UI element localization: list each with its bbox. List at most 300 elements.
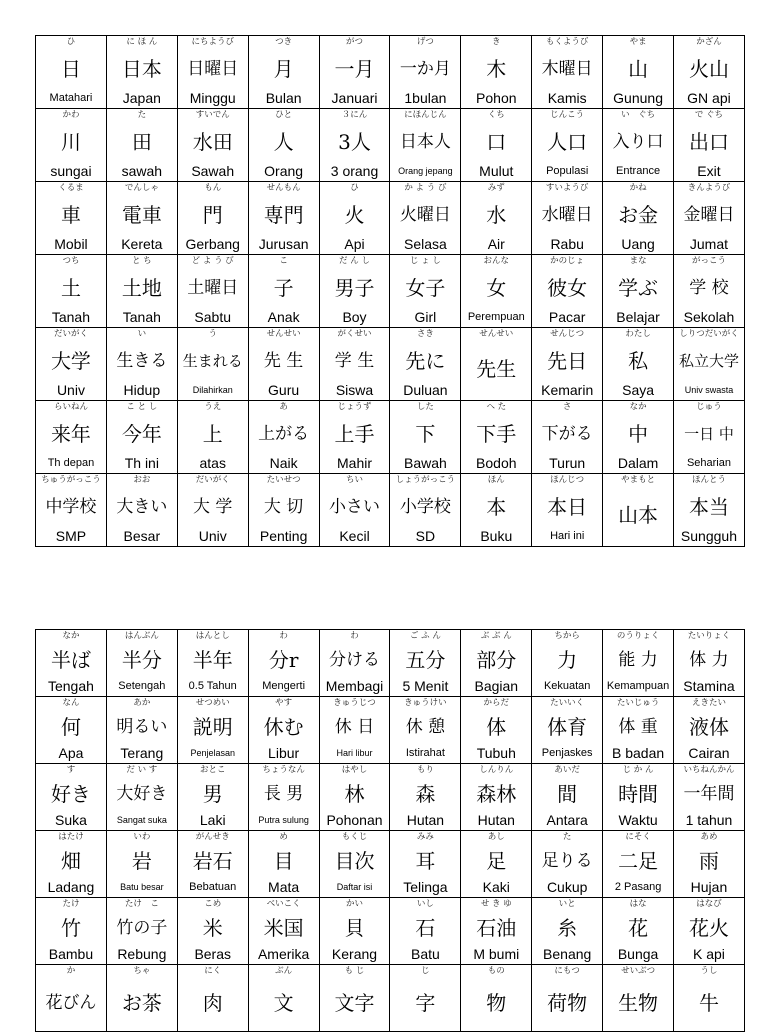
- vocab-cell: [461, 831, 532, 898]
- vocab-cell: [36, 764, 107, 831]
- furigana: おお: [133, 475, 151, 485]
- meaning: GN api: [687, 90, 731, 106]
- vocab-cell: [36, 630, 107, 697]
- vocab-cell: [390, 401, 461, 474]
- meaning: Hujan: [690, 879, 728, 895]
- vocab-cell: [532, 898, 603, 965]
- vocab-cell: [319, 474, 390, 547]
- table-row: [36, 898, 745, 965]
- meaning: Kemarin: [541, 382, 594, 398]
- furigana: おとこ: [199, 765, 226, 775]
- kanji-word: 子: [273, 275, 294, 300]
- kanji-word: 火曜日: [399, 204, 451, 225]
- furigana: がくせい: [337, 329, 372, 339]
- vocab-cell: [319, 630, 390, 697]
- meaning: Mata: [268, 879, 300, 895]
- meaning: Ladang: [47, 879, 95, 895]
- furigana: だ ん し: [339, 256, 370, 266]
- vocab-cell: [603, 109, 674, 182]
- meaning: Sungguh: [680, 528, 737, 544]
- kanji-word: 間: [557, 781, 578, 806]
- meaning: Bawah: [403, 455, 447, 471]
- vocab-cell: [674, 898, 745, 965]
- vocab-cell: [36, 965, 107, 1032]
- kanji-word: 花火: [688, 915, 729, 940]
- vocab-cell: [248, 898, 319, 965]
- kanji-word: 部分: [476, 647, 517, 672]
- vocab-cell: [603, 328, 674, 401]
- meaning: Hidup: [123, 382, 161, 398]
- kanji-word: 下: [415, 421, 436, 446]
- kanji-word: 山: [628, 56, 649, 81]
- furigana: うえ: [204, 402, 222, 412]
- kanji-word: 好き: [50, 781, 91, 806]
- furigana: はなび: [696, 899, 722, 909]
- kanji-word: 下手: [476, 421, 517, 446]
- meaning: Penjelasan: [190, 748, 235, 758]
- meaning: Sangat suka: [116, 815, 167, 825]
- vocab-cell: [177, 109, 248, 182]
- meaning: Laki: [199, 812, 226, 828]
- furigana: にもつ: [554, 966, 580, 976]
- meaning: Cukup: [546, 879, 588, 895]
- furigana: べいこく: [266, 899, 301, 909]
- meaning: Setengah: [118, 680, 166, 692]
- furigana: あ: [279, 402, 288, 412]
- meaning: 1bulan: [404, 90, 447, 106]
- vocab-cell: [319, 255, 390, 328]
- vocab-cell: [461, 898, 532, 965]
- furigana: まな: [629, 256, 647, 266]
- vocab-cell: [248, 255, 319, 328]
- vocab-cell: [36, 898, 107, 965]
- vocab-cell: [177, 328, 248, 401]
- meaning: Matahari: [49, 92, 93, 104]
- furigana: はやし: [341, 765, 368, 775]
- furigana: こ: [279, 256, 288, 266]
- kanji-word: 林: [344, 781, 365, 806]
- kanji-word: 文字: [334, 990, 375, 1015]
- furigana: あか: [133, 698, 151, 708]
- meaning: Univ swasta: [684, 385, 734, 395]
- vocab-cell: [674, 474, 745, 547]
- vocab-cell: [674, 401, 745, 474]
- meaning: Tubuh: [476, 745, 516, 761]
- vocab-cell: [319, 898, 390, 965]
- kanji-word: 長 男: [263, 783, 304, 804]
- meaning: Bebatuan: [189, 881, 237, 893]
- vocab-cell: [390, 630, 461, 697]
- meaning: Orang jepang: [398, 166, 453, 176]
- meaning: Turun: [549, 455, 586, 471]
- kanji-word: 出口: [688, 129, 729, 154]
- vocab-cell: [319, 36, 390, 109]
- furigana: しんりん: [479, 765, 514, 775]
- kanji-word: 土: [60, 275, 81, 300]
- kanji-word: 私立大学: [678, 351, 739, 370]
- furigana: わ: [279, 631, 288, 641]
- meaning: Stamina: [683, 678, 735, 694]
- kanji-word: 木曜日: [541, 58, 593, 79]
- furigana: がっこう: [691, 256, 726, 266]
- furigana: わたし: [625, 329, 651, 339]
- kanji-word: 説明: [192, 714, 233, 739]
- vocab-cell: [461, 630, 532, 697]
- vocab-cell: [106, 401, 177, 474]
- furigana: ほんじつ: [550, 475, 585, 485]
- kanji-word: 上: [202, 421, 223, 446]
- furigana: せいぶつ: [621, 966, 656, 976]
- vocab-cell: [674, 697, 745, 764]
- furigana: せんもん: [266, 183, 301, 193]
- vocab-cell: [532, 831, 603, 898]
- meaning: Rabu: [550, 236, 584, 252]
- kanji-word: 貝: [344, 915, 365, 940]
- meaning: B badan: [611, 745, 665, 761]
- meaning: Jurusan: [258, 236, 309, 252]
- furigana: なか: [62, 631, 80, 641]
- vocab-cell: [106, 109, 177, 182]
- kanji-word: 日曜日: [187, 58, 239, 79]
- meaning: Kaki: [482, 879, 510, 895]
- kanji-word: 女: [486, 275, 507, 300]
- meaning: sawah: [121, 163, 163, 179]
- meaning: Beras: [194, 946, 232, 962]
- meaning: Daftar isi: [336, 882, 373, 892]
- kanji-word: 小学校: [399, 496, 451, 517]
- furigana: じゅう: [696, 402, 722, 412]
- furigana: にそく: [625, 832, 651, 842]
- meaning: Hari ini: [550, 530, 585, 542]
- vocab-cell: [532, 764, 603, 831]
- furigana: た: [562, 832, 572, 842]
- meaning: Pacar: [548, 309, 586, 325]
- meaning: 3 orang: [330, 163, 379, 179]
- meaning: Buku: [480, 528, 513, 544]
- vocab-cell: [106, 328, 177, 401]
- furigana: いし: [416, 899, 434, 909]
- meaning: Seharian: [686, 457, 731, 469]
- furigana: あめ: [700, 832, 718, 842]
- vocab-cell: [532, 328, 603, 401]
- kanji-word: 中学校: [45, 496, 97, 517]
- vocab-cell: [36, 328, 107, 401]
- meaning: 0.5 Tahun: [188, 680, 237, 692]
- kanji-table-bottom: [35, 629, 745, 1032]
- kanji-word: 竹の子: [116, 917, 168, 938]
- kanji-word: 学ぶ: [618, 275, 659, 300]
- meaning: Waktu: [618, 812, 658, 828]
- furigana: あいだ: [554, 765, 580, 775]
- vocab-cell: [532, 630, 603, 697]
- furigana: じ ょ し: [409, 256, 441, 266]
- vocab-cell: [319, 831, 390, 898]
- meaning: Japan: [122, 90, 161, 106]
- vocab-cell: [248, 36, 319, 109]
- vocab-cell: [177, 630, 248, 697]
- vocab-cell: [532, 697, 603, 764]
- vocab-cell: [248, 109, 319, 182]
- vocab-cell: [390, 328, 461, 401]
- kanji-table-top: [35, 35, 745, 547]
- kanji-word: 月: [273, 56, 294, 81]
- furigana: きゅうじつ: [333, 698, 376, 708]
- kanji-word: 大学: [50, 348, 91, 373]
- vocab-cell: [36, 401, 107, 474]
- furigana: いと: [558, 899, 576, 909]
- vocab-cell: [106, 898, 177, 965]
- vocab-cell: [319, 764, 390, 831]
- furigana: つち: [62, 256, 80, 266]
- furigana: つき: [275, 37, 293, 47]
- meaning: Januari: [331, 90, 378, 106]
- furigana: もくじ: [341, 832, 368, 842]
- vocab-cell: [177, 255, 248, 328]
- furigana: う: [208, 329, 217, 339]
- table-row: [36, 965, 745, 1032]
- meaning: Bodoh: [476, 455, 517, 471]
- meaning: Orang: [264, 163, 304, 179]
- kanji-word: 学 生: [334, 350, 375, 371]
- meaning: SMP: [55, 528, 87, 544]
- kanji-word: 田: [131, 129, 152, 154]
- furigana: きんようび: [687, 183, 731, 193]
- table-row: [36, 764, 745, 831]
- furigana: も じ: [344, 966, 365, 976]
- meaning: Apa: [58, 745, 84, 761]
- meaning: Mobil: [54, 236, 88, 252]
- kanji-word: 先 生: [263, 350, 304, 371]
- furigana: がつ: [346, 37, 364, 47]
- kanji-word: 今年: [121, 421, 162, 446]
- meaning: Duluan: [403, 382, 448, 398]
- kanji-word: 畑: [60, 848, 81, 873]
- kanji-word: 先生: [476, 356, 517, 381]
- kanji-word: 能 力: [618, 649, 658, 670]
- meaning: Kekuatan: [543, 680, 591, 692]
- vocab-cell: [177, 965, 248, 1032]
- meaning: 5 Menit: [402, 678, 449, 694]
- furigana: した: [416, 402, 434, 412]
- meaning: Kereta: [121, 236, 163, 252]
- vocab-cell: [106, 36, 177, 109]
- furigana: せんじつ: [550, 329, 585, 339]
- furigana: だ い す: [126, 765, 158, 775]
- kanji-word: 目: [273, 848, 294, 873]
- vocab-cell: [390, 474, 461, 547]
- vocab-cell: [106, 764, 177, 831]
- meaning: Tanah: [122, 309, 161, 325]
- vocab-cell: [390, 255, 461, 328]
- meaning: Sabtu: [194, 309, 232, 325]
- furigana: だいがく: [195, 475, 230, 485]
- vocab-cell: [319, 109, 390, 182]
- vocab-cell: [248, 965, 319, 1032]
- vocab-cell: [532, 255, 603, 328]
- meaning: Putra sulung: [258, 815, 309, 825]
- meaning: Hutan: [406, 812, 445, 828]
- kanji-word: 私: [628, 348, 649, 373]
- vocab-cell: [461, 36, 532, 109]
- kanji-word: 休む: [263, 714, 304, 739]
- kanji-word: 学 校: [689, 277, 729, 298]
- vocab-cell: [177, 36, 248, 109]
- kanji-word: 一月: [334, 56, 375, 81]
- meaning: Telinga: [403, 879, 448, 895]
- kanji-word: 時間: [618, 781, 659, 806]
- vocab-cell: [674, 182, 745, 255]
- meaning: Entrance: [616, 165, 661, 177]
- vocab-cell: [106, 630, 177, 697]
- kanji-word: 女子: [405, 275, 446, 300]
- kanji-word: 分ける: [329, 649, 380, 670]
- kanji-word: 肉: [202, 990, 223, 1015]
- meaning: Pohon: [476, 90, 517, 106]
- meaning: Hari libur: [336, 748, 373, 758]
- vocab-cell: [390, 965, 461, 1032]
- furigana: め: [279, 832, 288, 842]
- furigana: か よ う び: [404, 183, 447, 193]
- furigana: ほんとう: [691, 475, 726, 485]
- furigana: ひ: [66, 37, 76, 47]
- table-row: [36, 36, 745, 109]
- kanji-word: 花びん: [45, 992, 97, 1013]
- vocab-cell: [248, 697, 319, 764]
- vocab-cell: [603, 182, 674, 255]
- kanji-word: 半年: [192, 647, 233, 672]
- kanji-word: 3人: [338, 129, 371, 154]
- meaning: Th depan: [47, 457, 95, 469]
- kanji-word: 先に: [405, 348, 446, 373]
- kanji-word: 荷物: [547, 990, 588, 1015]
- furigana: ちから: [554, 631, 580, 641]
- furigana: か: [66, 966, 76, 976]
- furigana: きゅうけい: [404, 698, 447, 708]
- furigana: こ と し: [126, 402, 158, 412]
- furigana: おんな: [483, 256, 510, 266]
- kanji-word: 生物: [618, 990, 659, 1015]
- furigana: かざん: [696, 37, 722, 47]
- kanji-word: 二足: [618, 848, 659, 873]
- vocab-cell: [674, 255, 745, 328]
- furigana: いちねんかん: [683, 765, 735, 775]
- kanji-word: 土地: [121, 275, 162, 300]
- meaning: Mahir: [337, 455, 373, 471]
- furigana: はな: [629, 899, 647, 909]
- furigana: で ぐち: [694, 110, 724, 120]
- meaning: Univ: [198, 528, 227, 544]
- furigana: しりつだいがく: [679, 329, 739, 339]
- meaning: Mulut: [479, 163, 514, 179]
- meaning: Perempuan: [467, 311, 525, 323]
- meaning: Kemampuan: [606, 680, 670, 692]
- vocab-cell: [674, 328, 745, 401]
- furigana: げつ: [416, 37, 434, 47]
- vocab-cell: [461, 965, 532, 1032]
- vocab-cell: [603, 764, 674, 831]
- kanji-word: 入り口: [612, 131, 664, 152]
- furigana: もん: [204, 183, 222, 193]
- meaning: Terang: [120, 745, 164, 761]
- meaning: Tanah: [51, 309, 91, 325]
- furigana: はんとし: [195, 631, 230, 641]
- vocab-cell: [248, 401, 319, 474]
- meaning: Dilahirkan: [192, 385, 233, 395]
- vocab-cell: [36, 182, 107, 255]
- kanji-word: 森: [415, 781, 436, 806]
- kanji-word: 日本: [121, 56, 162, 81]
- meaning: atas: [199, 455, 226, 471]
- furigana: ３にん: [341, 110, 368, 120]
- furigana: しょうがっこう: [395, 475, 456, 485]
- meaning: Kecil: [339, 528, 370, 544]
- kanji-word: 目次: [334, 848, 375, 873]
- meaning: Sawah: [191, 163, 235, 179]
- vocab-cell: [106, 965, 177, 1032]
- meaning: Siswa: [335, 382, 374, 398]
- kanji-word: 山本: [618, 502, 659, 527]
- table-row: [36, 182, 745, 255]
- kanji-word: 石: [415, 915, 436, 940]
- kanji-word: お茶: [121, 990, 162, 1015]
- vocab-cell: [390, 898, 461, 965]
- vocab-cell: [106, 182, 177, 255]
- kanji-word: 大 切: [263, 496, 304, 517]
- kanji-word: 物: [486, 990, 507, 1015]
- furigana: もり: [416, 765, 434, 775]
- meaning: Amerika: [257, 946, 310, 962]
- vocab-cell: [603, 401, 674, 474]
- meaning: Bambu: [48, 946, 94, 962]
- vocab-cell: [603, 630, 674, 697]
- kanji-word: 車: [60, 202, 81, 227]
- table-row: [36, 255, 745, 328]
- kanji-word: 男: [202, 781, 223, 806]
- furigana: せんせい: [479, 329, 514, 339]
- kanji-word: 体 力: [689, 649, 729, 670]
- kanji-word: 人口: [547, 129, 588, 154]
- furigana: こめ: [204, 899, 222, 909]
- kanji-word: 専門: [263, 202, 304, 227]
- kanji-word: 大きい: [116, 496, 168, 517]
- furigana: ぶん: [275, 966, 293, 976]
- kanji-word: 大 学: [193, 496, 233, 517]
- furigana: もくようび: [545, 37, 589, 47]
- vocab-cell: [106, 697, 177, 764]
- kanji-word: 水: [486, 202, 507, 227]
- vocab-cell: [390, 831, 461, 898]
- kanji-word: 石油: [476, 915, 517, 940]
- furigana: かわ: [62, 110, 80, 120]
- furigana: ちょうなん: [262, 765, 305, 775]
- vocab-cell: [674, 764, 745, 831]
- kanji-word: 半ば: [50, 647, 91, 672]
- furigana: ひ: [350, 183, 359, 193]
- furigana: い: [137, 329, 147, 339]
- meaning: Uang: [621, 236, 655, 252]
- kanji-word: 分r: [268, 647, 299, 672]
- vocab-cell: [319, 965, 390, 1032]
- furigana: すいでん: [195, 110, 230, 120]
- kanji-word: 本日: [547, 494, 588, 519]
- table-row: [36, 474, 745, 547]
- vocab-cell: [319, 328, 390, 401]
- furigana: かい: [346, 899, 364, 909]
- furigana: じんこう: [550, 110, 585, 120]
- kanji-word: 明るい: [116, 716, 168, 737]
- vocab-cell: [603, 36, 674, 109]
- kanji-word: 彼女: [547, 275, 588, 300]
